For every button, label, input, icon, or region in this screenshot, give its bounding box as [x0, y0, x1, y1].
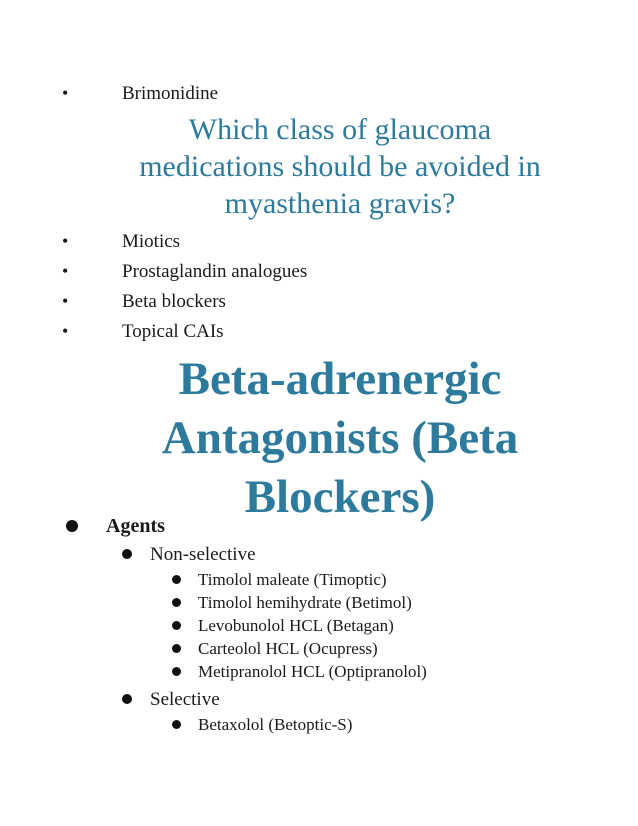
bullet-marker: • — [62, 83, 69, 103]
agents-label: Agents — [106, 515, 165, 537]
option-item: Prostaglandin analogues — [122, 261, 308, 282]
bullet-marker: • — [62, 321, 69, 341]
heading-line: Beta-adrenergic — [178, 353, 502, 405]
bullet-dot — [172, 575, 181, 584]
option-item: Beta blockers — [122, 291, 226, 312]
bullet-dot — [122, 549, 132, 559]
heading-line: Antagonists (Beta — [161, 412, 519, 464]
bullet-dot — [172, 720, 181, 729]
option-item: Miotics — [122, 231, 181, 252]
top-bullet-text: Brimonidine — [122, 83, 219, 104]
drug-item: Timolol maleate (Timoptic) — [198, 570, 387, 589]
option-item: Topical CAIs — [122, 321, 224, 342]
section-heading — [60, 350, 620, 527]
question-line: Which class of glaucoma — [188, 113, 492, 146]
bullet-dot — [172, 598, 181, 607]
bullet-dot — [122, 694, 132, 704]
bullet-marker: • — [62, 231, 69, 251]
bullet-marker: • — [62, 291, 69, 311]
drug-item: Levobunolol HCL (Betagan) — [198, 616, 394, 635]
drug-item: Metipranolol HCL (Optipranolol) — [198, 662, 427, 681]
drug-item: Betaxolol (Betoptic-S) — [198, 715, 353, 734]
bullet-dot — [172, 667, 181, 676]
question-line: medications should be avoided in — [139, 150, 541, 183]
bullet-dot — [172, 621, 181, 630]
bullet-dot — [66, 520, 78, 532]
heading-line: Blockers) — [244, 471, 436, 523]
nonselective-label: Non-selective — [150, 544, 256, 565]
selective-label: Selective — [150, 689, 220, 710]
question-title — [60, 111, 620, 222]
bullet-dot — [172, 644, 181, 653]
bullet-marker: • — [62, 261, 69, 281]
question-line: myasthenia gravis? — [224, 187, 456, 220]
drug-item: Carteolol HCL (Ocupress) — [198, 639, 378, 658]
drug-item: Timolol hemihydrate (Betimol) — [198, 593, 412, 612]
